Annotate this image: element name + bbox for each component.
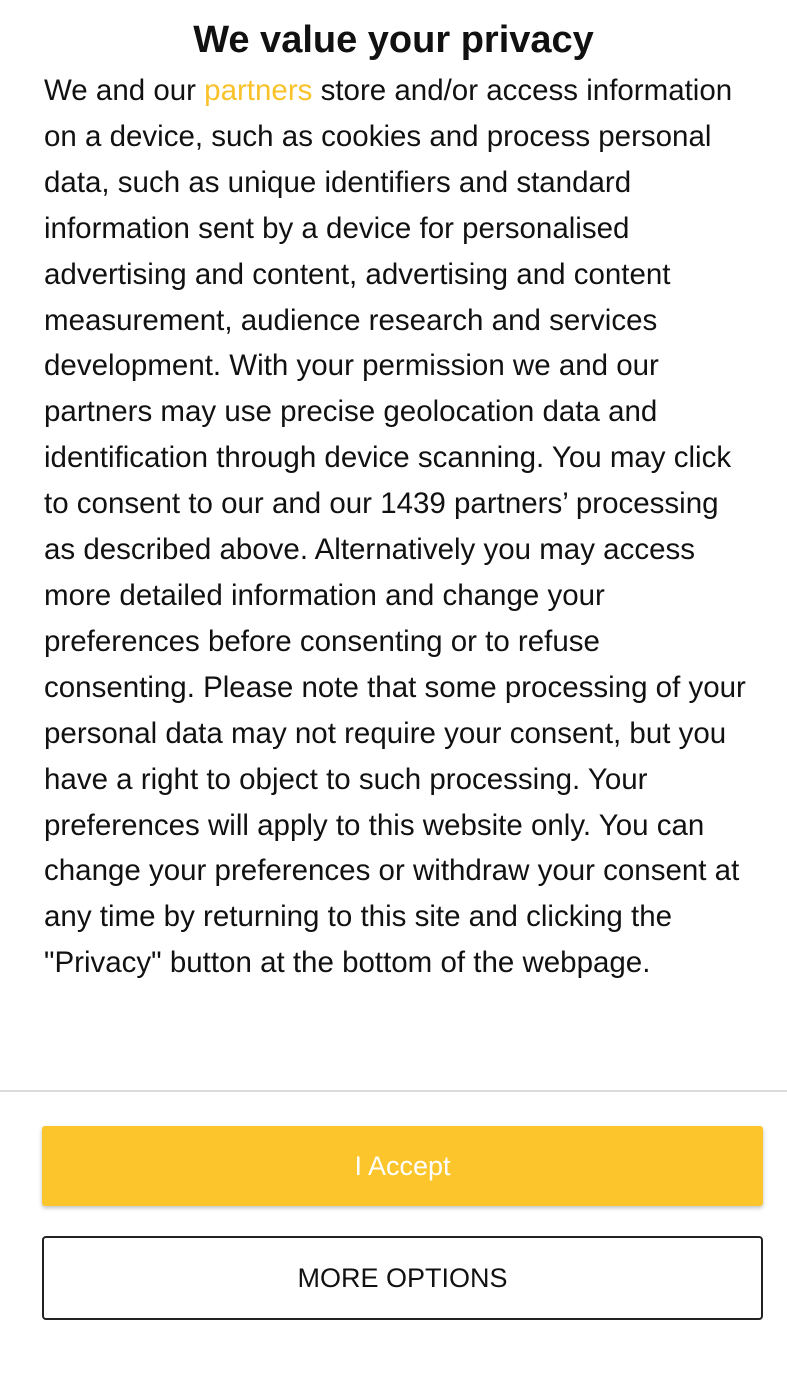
accept-button[interactable]: I Accept xyxy=(42,1126,763,1206)
consent-description xyxy=(44,68,749,986)
consent-text-prefix: We and our xyxy=(44,74,205,107)
dialog-title: We value your privacy xyxy=(193,19,594,61)
more-options-button[interactable]: MORE OPTIONS xyxy=(42,1236,763,1320)
section-divider xyxy=(0,1090,787,1092)
consent-text-body: store and/or access information on a device, such as cookies and process personal data, such as unique identifiers and standard information sent by a device for personalised advertising and content, advertising and content measurement, audience research and services development. With your permission we and our partners may use precise geolocation data and identification through device scanning. You may click to consent to our and our 1439 partners’ processing as described above. Alternatively you may access more detailed information and change your preferences before consenting or to refuse consenting. Please note that some processing of your personal data may not require your consent, but you have a right to object to such processing. Your preferences will apply to this website only. You can change your preferences or withdraw your consent at any time by returning to this site and clicking the "Privacy" button at the bottom of the webpage. xyxy=(44,74,746,980)
partners-link[interactable]: partners xyxy=(204,74,313,107)
